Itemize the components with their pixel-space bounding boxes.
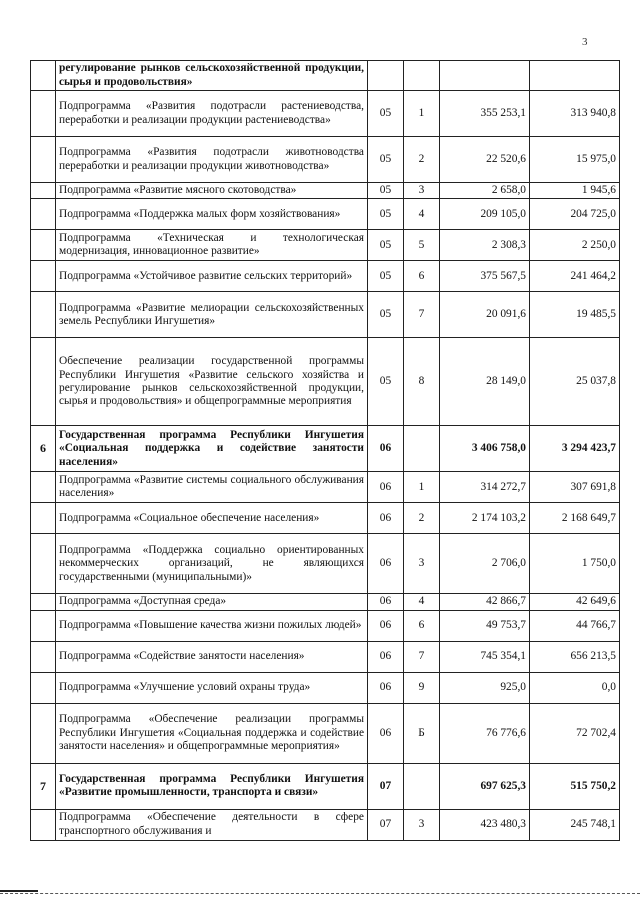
section-code: 06 bbox=[368, 703, 404, 763]
amount-approved: 49 753,7 bbox=[440, 610, 530, 641]
amount-approved: 2 658,0 bbox=[440, 183, 530, 199]
row-number bbox=[31, 292, 56, 338]
section-code: 05 bbox=[368, 230, 404, 261]
subsection-code: 4 bbox=[404, 199, 440, 230]
subsection-code: Б bbox=[404, 703, 440, 763]
section-code: 07 bbox=[368, 763, 404, 809]
amount-approved: 2 174 103,2 bbox=[440, 503, 530, 534]
amount-approved: 745 354,1 bbox=[440, 641, 530, 672]
table-row bbox=[31, 594, 620, 610]
program-name: Подпрограмма «Обеспечение реализации программы Республики Ингушетия «Социальная поддержка и содействие занятости населения» и общепрограммные мероприятия» bbox=[56, 703, 368, 763]
amount-approved: 2 308,3 bbox=[440, 230, 530, 261]
amount-executed: 1 750,0 bbox=[530, 534, 620, 594]
row-number bbox=[31, 199, 56, 230]
row-number bbox=[31, 641, 56, 672]
row-number bbox=[31, 61, 56, 91]
program-name: Подпрограмма «Содействие занятости населения» bbox=[56, 641, 368, 672]
section-code: 06 bbox=[368, 503, 404, 534]
subsection-code: 1 bbox=[404, 472, 440, 503]
amount-executed: 25 037,8 bbox=[530, 338, 620, 426]
subsection-code: 2 bbox=[404, 137, 440, 183]
program-name: Подпрограмма «Развитие мелиорации сельскохозяйственных земель Республики Ингушетия» bbox=[56, 292, 368, 338]
subsection-code: 3 bbox=[404, 183, 440, 199]
row-number bbox=[31, 672, 56, 703]
program-name: Подпрограмма «Техническая и технологическая модернизация, инновационное развитие» bbox=[56, 230, 368, 261]
subsection-code: 7 bbox=[404, 641, 440, 672]
table-row bbox=[31, 61, 620, 91]
amount-executed: 241 464,2 bbox=[530, 261, 620, 292]
program-name: Подпрограмма «Развития подотрасли животноводства переработки и реализации продукции животноводства» bbox=[56, 137, 368, 183]
amount-executed: 204 725,0 bbox=[530, 199, 620, 230]
table-row bbox=[31, 261, 620, 292]
row-number: 6 bbox=[31, 426, 56, 472]
row-number bbox=[31, 594, 56, 610]
table-row bbox=[31, 91, 620, 137]
row-number bbox=[31, 809, 56, 840]
program-name: Обеспечение реализации государственной программы Республики Ингушетия «Развитие сельского хозяйства и регулирование рынков сельскохозяйственной продукции, сырья и продовольствия» и общепрограммные мероприятия bbox=[56, 338, 368, 426]
section-code: 07 bbox=[368, 809, 404, 840]
program-name: Подпрограмма «Доступная среда» bbox=[56, 594, 368, 610]
subsection-code: 3 bbox=[404, 809, 440, 840]
amount-approved: 209 105,0 bbox=[440, 199, 530, 230]
row-number bbox=[31, 137, 56, 183]
amount-approved: 2 706,0 bbox=[440, 534, 530, 594]
amount-executed: 656 213,5 bbox=[530, 641, 620, 672]
row-number: 7 bbox=[31, 763, 56, 809]
row-number bbox=[31, 183, 56, 199]
subsection-code: 6 bbox=[404, 610, 440, 641]
amount-approved bbox=[440, 61, 530, 91]
amount-executed bbox=[530, 61, 620, 91]
amount-executed: 72 702,4 bbox=[530, 703, 620, 763]
amount-approved: 314 272,7 bbox=[440, 472, 530, 503]
table-body bbox=[31, 61, 620, 841]
section-code: 06 bbox=[368, 472, 404, 503]
amount-executed: 3 294 423,7 bbox=[530, 426, 620, 472]
footer-mark bbox=[0, 890, 38, 892]
row-number bbox=[31, 472, 56, 503]
subsection-code bbox=[404, 763, 440, 809]
amount-executed: 307 691,8 bbox=[530, 472, 620, 503]
subsection-code: 9 bbox=[404, 672, 440, 703]
footer-divider bbox=[0, 893, 640, 894]
subsection-code: 1 bbox=[404, 91, 440, 137]
amount-executed: 44 766,7 bbox=[530, 610, 620, 641]
table-row bbox=[31, 426, 620, 472]
amount-approved: 375 567,5 bbox=[440, 261, 530, 292]
amount-approved: 3 406 758,0 bbox=[440, 426, 530, 472]
table-row bbox=[31, 183, 620, 199]
amount-executed: 19 485,5 bbox=[530, 292, 620, 338]
amount-executed: 313 940,8 bbox=[530, 91, 620, 137]
row-number bbox=[31, 91, 56, 137]
table-row bbox=[31, 199, 620, 230]
table-row bbox=[31, 610, 620, 641]
row-number bbox=[31, 703, 56, 763]
subsection-code: 2 bbox=[404, 503, 440, 534]
amount-executed: 245 748,1 bbox=[530, 809, 620, 840]
section-code: 05 bbox=[368, 91, 404, 137]
section-code: 05 bbox=[368, 183, 404, 199]
program-name: Подпрограмма «Развития подотрасли растениеводства, переработки и реализации продукции растениеводства» bbox=[56, 91, 368, 137]
row-number bbox=[31, 610, 56, 641]
amount-approved: 28 149,0 bbox=[440, 338, 530, 426]
subsection-code bbox=[404, 426, 440, 472]
row-number bbox=[31, 503, 56, 534]
amount-approved: 925,0 bbox=[440, 672, 530, 703]
section-code: 06 bbox=[368, 672, 404, 703]
section-code: 05 bbox=[368, 292, 404, 338]
section-code: 06 bbox=[368, 426, 404, 472]
program-name: Подпрограмма «Повышение качества жизни пожилых людей» bbox=[56, 610, 368, 641]
section-code: 05 bbox=[368, 199, 404, 230]
table-row bbox=[31, 672, 620, 703]
program-name: Подпрограмма «Развитие мясного скотоводства» bbox=[56, 183, 368, 199]
program-name: Подпрограмма «Устойчивое развитие сельских территорий» bbox=[56, 261, 368, 292]
page-number: 3 bbox=[582, 36, 588, 48]
table-row bbox=[31, 641, 620, 672]
budget-table bbox=[30, 60, 620, 841]
amount-approved: 42 866,7 bbox=[440, 594, 530, 610]
amount-approved: 20 091,6 bbox=[440, 292, 530, 338]
section-code: 05 bbox=[368, 261, 404, 292]
table-row bbox=[31, 338, 620, 426]
amount-executed: 42 649,6 bbox=[530, 594, 620, 610]
row-number bbox=[31, 230, 56, 261]
amount-approved: 423 480,3 bbox=[440, 809, 530, 840]
subsection-code: 5 bbox=[404, 230, 440, 261]
program-name: Подпрограмма «Развитие системы социального обслуживания населения» bbox=[56, 472, 368, 503]
amount-executed: 1 945,6 bbox=[530, 183, 620, 199]
program-name: Подпрограмма «Обеспечение деятельности в сфере транспортного обслуживания и bbox=[56, 809, 368, 840]
table-row bbox=[31, 292, 620, 338]
amount-approved: 22 520,6 bbox=[440, 137, 530, 183]
program-name: Подпрограмма «Социальное обеспечение населения» bbox=[56, 503, 368, 534]
subsection-code: 6 bbox=[404, 261, 440, 292]
table-row bbox=[31, 137, 620, 183]
table-row bbox=[31, 503, 620, 534]
section-code: 05 bbox=[368, 338, 404, 426]
program-name: Государственная программа Республики Ингушетия «Развитие промышленности, транспорта и связи» bbox=[56, 763, 368, 809]
subsection-code: 8 bbox=[404, 338, 440, 426]
amount-executed: 0,0 bbox=[530, 672, 620, 703]
table-row bbox=[31, 472, 620, 503]
subsection-code bbox=[404, 61, 440, 91]
amount-approved: 697 625,3 bbox=[440, 763, 530, 809]
amount-executed: 515 750,2 bbox=[530, 763, 620, 809]
section-code: 06 bbox=[368, 610, 404, 641]
table-row bbox=[31, 230, 620, 261]
amount-approved: 76 776,6 bbox=[440, 703, 530, 763]
row-number bbox=[31, 534, 56, 594]
program-name: Подпрограмма «Поддержка малых форм хозяйствования» bbox=[56, 199, 368, 230]
table-row bbox=[31, 534, 620, 594]
program-name: Государственная программа Республики Ингушетия «Социальная поддержка и содействие занятости населения» bbox=[56, 426, 368, 472]
program-name: Подпрограмма «Поддержка социально ориентированных некоммерческих организаций, не являющихся государственными (муниципальными)» bbox=[56, 534, 368, 594]
row-number bbox=[31, 338, 56, 426]
table-row bbox=[31, 703, 620, 763]
section-code: 05 bbox=[368, 137, 404, 183]
amount-executed: 2 250,0 bbox=[530, 230, 620, 261]
subsection-code: 4 bbox=[404, 594, 440, 610]
section-code: 06 bbox=[368, 594, 404, 610]
subsection-code: 3 bbox=[404, 534, 440, 594]
table-row bbox=[31, 763, 620, 809]
amount-executed: 15 975,0 bbox=[530, 137, 620, 183]
amount-approved: 355 253,1 bbox=[440, 91, 530, 137]
table-row bbox=[31, 809, 620, 840]
section-code: 06 bbox=[368, 641, 404, 672]
row-number bbox=[31, 261, 56, 292]
program-name: Подпрограмма «Улучшение условий охраны труда» bbox=[56, 672, 368, 703]
subsection-code: 7 bbox=[404, 292, 440, 338]
program-name: регулирование рынков сельскохозяйственной продукции, сырья и продовольствия» bbox=[56, 61, 368, 91]
amount-executed: 2 168 649,7 bbox=[530, 503, 620, 534]
section-code: 06 bbox=[368, 534, 404, 594]
section-code bbox=[368, 61, 404, 91]
